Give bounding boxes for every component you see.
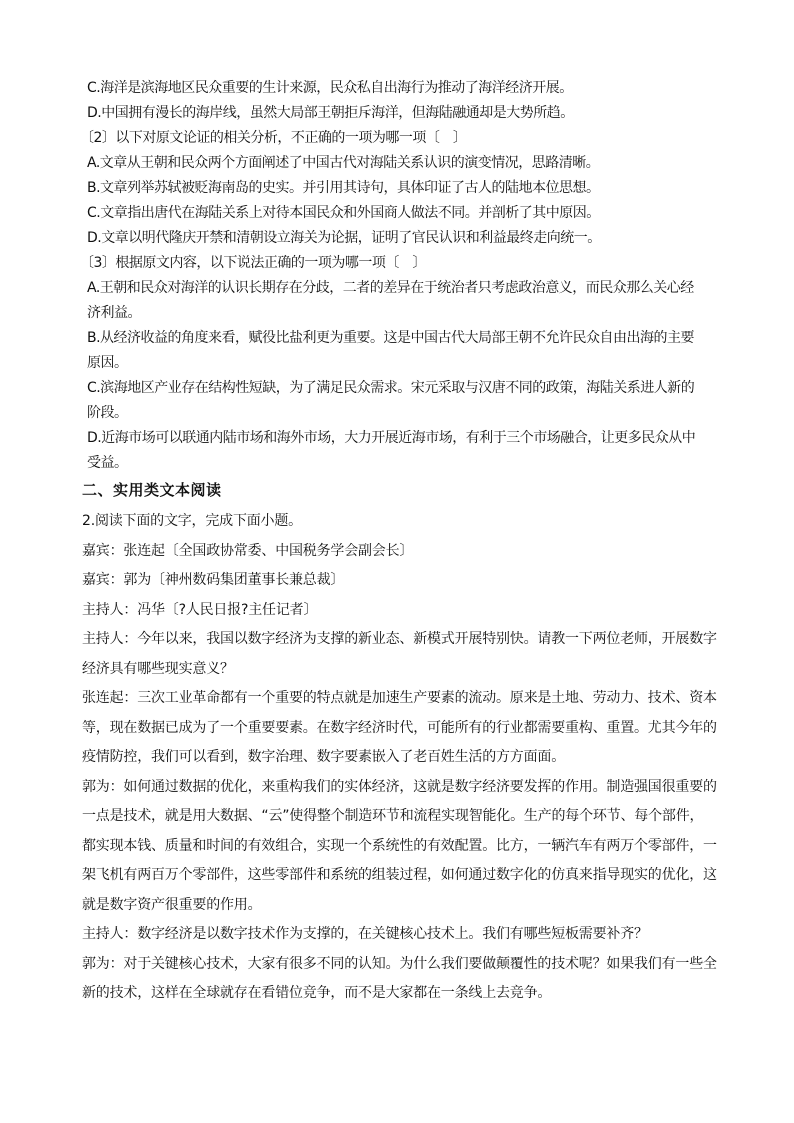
zhang-answer-line1: 张连起：三次工业革命都有一个重要的特点就是加速生产要素的流动。原来是土地、劳动力、技术、资本 xyxy=(82,690,717,706)
host-question-1-line2: 经济具有哪些现实意义？ xyxy=(82,660,234,677)
document-content xyxy=(82,76,722,1009)
q2-option-a: A.文章从王朝和民众两个方面阐述了中国古代对海陆关系认识的演变情况，思路清晰。 xyxy=(87,155,600,171)
passage-instruction: 2.阅读下面的文字，完成下面小题。 xyxy=(82,513,302,529)
guo-answer-1-line4: 架飞机有两百万个零部件，这些零部件和系统的组装过程，如何通过数字化的仿真来指导现实的优化，这 xyxy=(82,867,717,883)
q1-option-d: D.中国拥有漫长的海岸线，虽然大局部王朝拒斥海洋，但海陆融通却是大势所趋。 xyxy=(87,105,574,121)
guo-answer-1-line2: 一点是技术，就是用大数据、“云”使得整个制造环节和流程实现智能化。生产的每个环节、每个部件， xyxy=(82,808,704,824)
section-2-title: 二、实用类文本阅读 xyxy=(82,481,222,499)
zhang-answer-line3: 疫情防控，我们可以看到，数字治理、数字要素嵌入了老百姓生活的方方面面。 xyxy=(82,749,565,765)
host-question-2: 主持人：数字经济是以数字技术作为支撑的，在关键核心技术上。我们有哪些短板需要补齐？ xyxy=(82,926,648,942)
q3-option-b-line1: B.从经济收益的角度来看，赋役比盐利更为重要。这是中国古代大局部王朝不允许民众自由出海的主要 xyxy=(87,330,695,346)
guo-answer-1-line3: 都实现本钱、质量和时间的有效组合，实现一个系统性的有效配置。比方，一辆汽车有两万个零部件，一 xyxy=(82,837,717,854)
q2-option-d: D.文章以明代隆庆开禁和清朝设立海关为论据，证明了官民认识和利益最终走向统一。 xyxy=(87,230,601,246)
guo-answer-2-line2: 新的技术，这样在全球就存在看错位竞争，而不是大家都在一条线上去竞争。 xyxy=(82,985,552,1001)
guest-2-line: 嘉宾：郭为〔神州数码集团董事长兼总裁〕 xyxy=(82,572,345,588)
guo-answer-1-line5: 就是数字资产很重要的作用。 xyxy=(82,896,262,913)
q3-option-c-line1: C.滨海地区产业存在结构性短缺，为了满足民众需求。宋元采取与汉唐不同的政策，海陆关系进人新的 xyxy=(87,380,695,396)
q1-option-c: C.海洋是滨海地区民众重要的生计来源，民众私自出海行为推动了海洋经济开展。 xyxy=(87,80,573,96)
q2-option-b: B.文章列举苏轼被贬海南岛的史实。并引用其诗句，具体印证了古人的陆地本位思想。 xyxy=(87,180,600,196)
q3-option-c-line2: 阶段。 xyxy=(87,405,128,421)
guo-answer-1-line1: 郭为：如何通过数据的优化，来重构我们的实体经济，这就是数字经济要发挥的作用。制造强国很重要的 xyxy=(82,778,717,795)
question-3-stem: 〔3〕根据原文内容，以下说法正确的一项为哪一项〔 〕 xyxy=(80,255,426,271)
host-question-1-line1: 主持人：今年以来，我国以数字经济为支撑的新业态、新模式开展特别快。请教一下两位老师，开展数字 xyxy=(82,631,717,647)
zhang-answer-line2: 等，现在数据已成为了一个重要要素。在数字经济时代，可能所有的行业都需要重构、重置。尤其今年的 xyxy=(82,719,717,736)
host-line: 主持人：冯华〔?人民日报?主任记者〕 xyxy=(82,601,318,618)
question-2-stem: 〔2〕以下对原文论证的相关分析，不正确的一项为哪一项〔 〕 xyxy=(80,130,467,146)
q3-option-d-line1: D.近海市场可以联通内陆市场和海外市场，大力开展近海市场，有利于三个市场融合，让更多民众从中 xyxy=(87,430,696,446)
q3-option-a-line1: A.王朝和民众对海洋的认识长期存在分歧，二者的差异在于统治者只考虑政治意义，而民众那么关心经 xyxy=(87,280,694,296)
q2-option-c: C.文章指出唐代在海陆关系上对待本国民众和外国商人做法不同。并剖析了其中原因。 xyxy=(87,205,600,221)
guo-answer-2-line1: 郭为：对于关键核心技术，大家有很多不同的认知。为什么我们要做颠覆性的技术呢？如果我们有一些全 xyxy=(82,955,717,972)
q3-option-a-line2: 济利益。 xyxy=(87,305,141,321)
guest-1-line: 嘉宾：张连起〔全国政协常委、中国税务学会副会长〕 xyxy=(82,542,414,559)
q3-option-d-line2: 受益。 xyxy=(87,455,128,471)
q3-option-b-line2: 原因。 xyxy=(87,355,128,371)
